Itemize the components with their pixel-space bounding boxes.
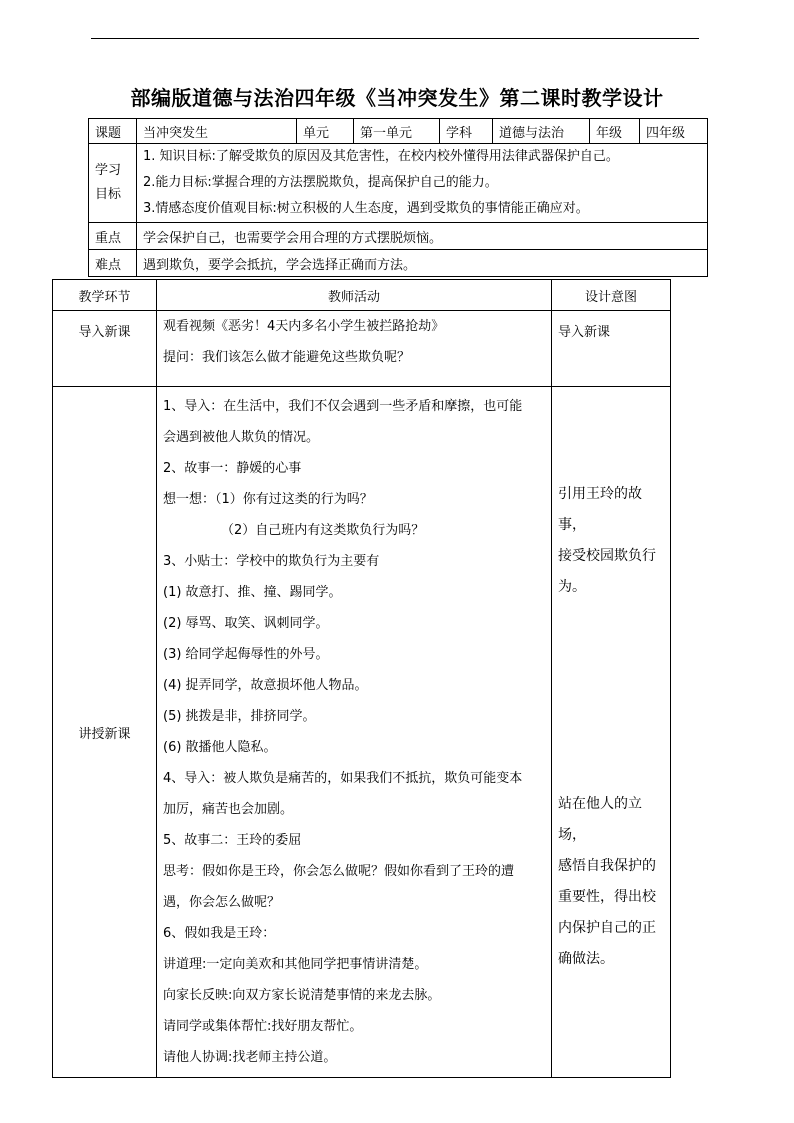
subject-value: 道德与法治	[493, 119, 590, 144]
activity-line: 5、故事二：王玲的委屈	[163, 833, 302, 848]
activity-line: (6) 散播他人隐私。	[163, 740, 277, 755]
purpose-line: 站在他人的立场，	[558, 796, 642, 843]
purpose-line: 引用王玲的故事，	[558, 486, 642, 533]
activity-line: 请同学或集体帮忙:找好朋友帮忙。	[163, 1019, 363, 1034]
key-row	[89, 223, 708, 250]
header-stage: 教学环节	[53, 280, 157, 311]
main-stage: 讲授新课	[53, 387, 157, 1078]
purpose-line: 重要性，得出校	[558, 889, 656, 905]
goal-item: 1. 知识目标:了解受欺负的原因及其危害性，在校内校外懂得用法律武器保护自己。	[143, 149, 619, 164]
grade-value: 四年级	[640, 119, 708, 144]
goals-row	[89, 144, 708, 223]
topic-row	[89, 119, 708, 144]
goals-label-line: 学习	[95, 163, 122, 178]
main-purpose	[552, 387, 671, 1078]
activity-line: 观看视频《恶劣！4天内多名小学生被拦路抢劫》	[163, 319, 445, 334]
activity-line: 2、故事一：静媛的心事	[163, 461, 302, 476]
goal-item: 3.情感态度价值观目标:树立积极的人生态度，遇到受欺负的事情能正确应对。	[143, 201, 589, 216]
purpose-line: 为。	[558, 579, 586, 595]
purpose-line: 确做法。	[558, 951, 614, 967]
goals-label-line: 目标	[95, 187, 122, 202]
key-label: 重点	[89, 223, 137, 250]
intro-activities	[157, 311, 552, 387]
plan-header-row	[53, 280, 671, 311]
activity-line: 向家长反映:向双方家长说清楚事情的来龙去脉。	[163, 988, 441, 1003]
activity-line: 加厉，痛苦也会加剧。	[163, 802, 294, 817]
activity-line: (3) 给同学起侮辱性的外号。	[163, 647, 329, 662]
activity-line: 想一想：（1）你有过这类的行为吗？	[163, 492, 373, 507]
activity-line: 请他人协调:找老师主持公道。	[163, 1050, 337, 1065]
activity-line: 1、导入：在生活中，我们不仅会遇到一些矛盾和摩擦，也可能	[163, 399, 523, 414]
activity-line: 3、小贴士：学校中的欺负行为主要有	[163, 554, 380, 569]
topic-value: 当冲突发生	[137, 119, 297, 144]
purpose-line: 内保护自己的正	[558, 920, 656, 936]
intro-stage: 导入新课	[53, 311, 157, 387]
grade-label: 年级	[590, 119, 640, 144]
activity-line: 思考：假如你是王玲，你会怎么做呢？假如你看到了王玲的遭	[163, 864, 515, 879]
plan-table	[52, 279, 671, 1078]
activity-line: 6、假如我是王玲：	[163, 926, 276, 941]
header-rule	[91, 38, 699, 39]
intro-purpose: 导入新课	[552, 311, 671, 387]
intro-row	[53, 311, 671, 387]
page-title: 部编版道德与法治四年级《当冲突发生》第二课时教学设计	[130, 86, 664, 110]
main-activities	[157, 387, 552, 1078]
difficulty-row	[89, 250, 708, 277]
difficulty-value: 遇到欺负，要学会抵抗，学会选择正确而方法。	[137, 250, 708, 277]
info-table	[88, 118, 708, 277]
topic-label: 课题	[89, 119, 137, 144]
activity-line: (1) 故意打、推、撞、踢同学。	[163, 585, 342, 600]
unit-value: 第一单元	[354, 119, 440, 144]
activity-line: 会遇到被他人欺负的情况。	[163, 430, 320, 445]
header-purpose: 设计意图	[552, 280, 671, 311]
purpose-line: 接受校园欺负行	[558, 548, 656, 564]
activity-line: (2) 辱骂、取笑、讽刺同学。	[163, 616, 329, 631]
header-activity: 教师活动	[157, 280, 552, 311]
activity-line: 遇，你会怎么做呢？	[163, 895, 281, 910]
goals-cell	[137, 144, 708, 223]
activity-line: 4、导入：被人欺负是痛苦的，如果我们不抵抗，欺负可能变本	[163, 771, 523, 786]
activity-line: (4) 捉弄同学，故意损坏他人物品。	[163, 678, 368, 693]
activity-line: (5) 挑拨是非，排挤同学。	[163, 709, 316, 724]
subject-label: 学科	[440, 119, 493, 144]
activity-line: 提问：我们该怎么做才能避免这些欺负呢？	[163, 350, 411, 365]
purpose-line: 感悟自我保护的	[558, 858, 656, 874]
unit-label: 单元	[297, 119, 354, 144]
goals-label	[89, 144, 137, 223]
activity-line: 讲道理:一定向美欢和其他同学把事情讲清楚。	[163, 957, 428, 972]
key-value: 学会保护自己，也需要学会用合理的方式摆脱烦恼。	[137, 223, 708, 250]
difficulty-label: 难点	[89, 250, 137, 277]
main-row	[53, 387, 671, 1078]
activity-line: （2）自己班内有这类欺负行为吗？	[221, 523, 425, 538]
goal-item: 2.能力目标:掌握合理的方法摆脱欺负，提高保护自己的能力。	[143, 175, 498, 190]
